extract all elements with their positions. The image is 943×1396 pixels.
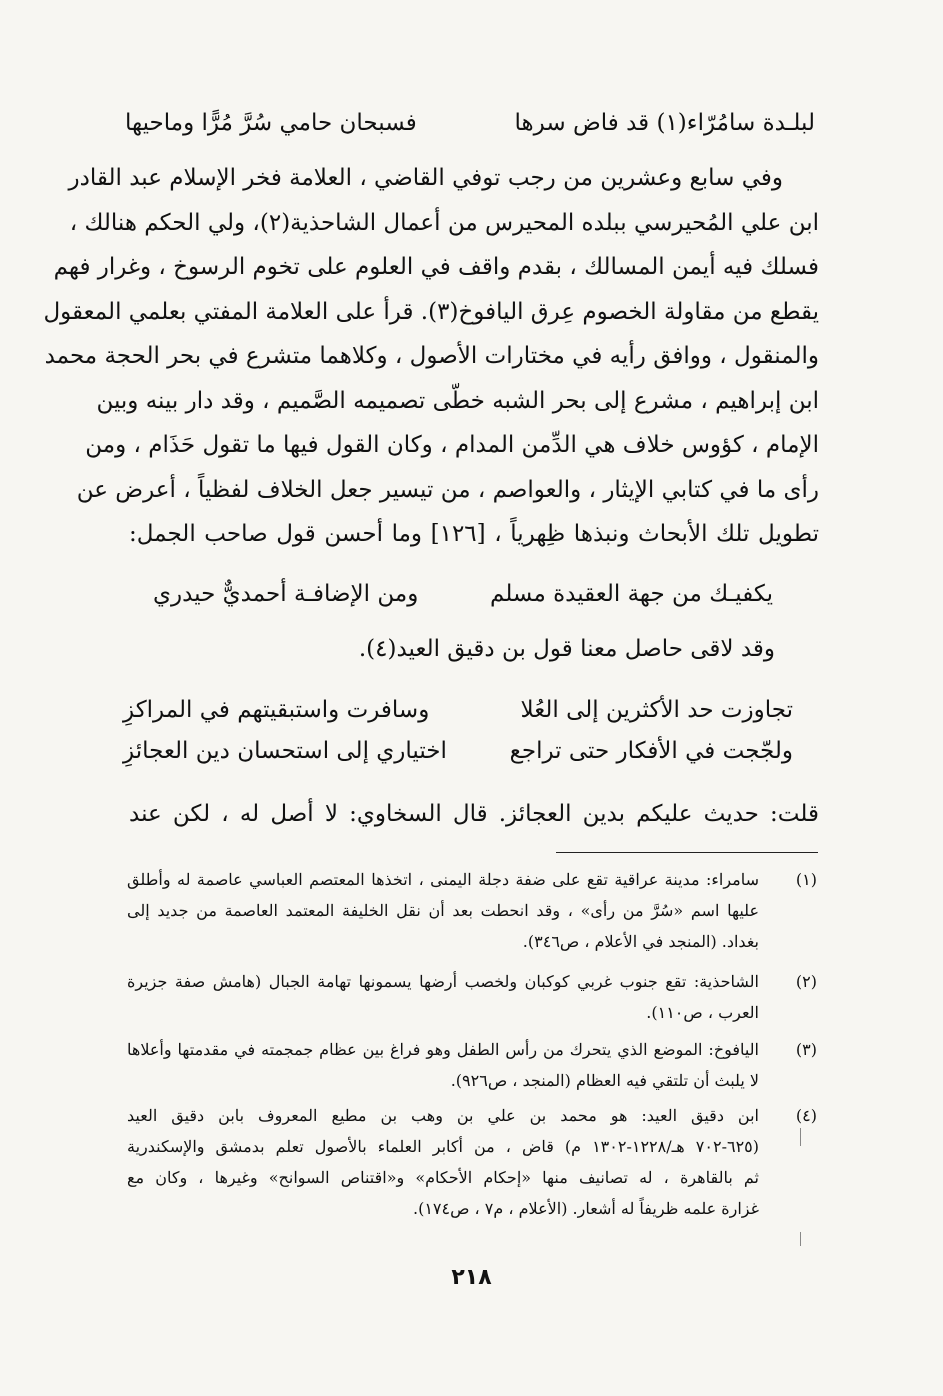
verse-3-2-first-hemistich: ولجّجت في الأفكار حتى تراجع xyxy=(509,738,793,764)
verse-3-line-1 xyxy=(123,688,793,732)
footnote-line: ابن دقيق العيد: هو محمد بن علي بن وهب بن مطيع المعروف بابن دقيق العيد xyxy=(127,1106,759,1125)
footnote-line: العرب ، ص١١٠). xyxy=(646,1003,759,1022)
footnote-line: غزارة علمه ظريفاً له أشعار. (الأعلام ، م٧ ، ص١٧٤). xyxy=(413,1199,759,1218)
paragraph-line: وفي سابع وعشرين من رجب توفي القاضي ، العلامة فخر الإسلام عبد القادر xyxy=(68,165,783,191)
paragraph-line: ابن علي المُحيرسي ببلده المحيرس من أعمال الشاحذية(٢)، ولي الحكم هنالك ، xyxy=(69,209,819,236)
footnote-3 xyxy=(127,1034,817,1096)
verse-1-second-hemistich: فسبحان حامي سُرَّ مُرًّا وماحيها xyxy=(125,110,417,136)
footnote-number: (١) xyxy=(795,870,817,889)
footnote-line: سامراء: مدينة عراقية تقع على ضفة دجلة اليمنى ، اتخذها المعتصم العباسي عاصمة له وأطلق xyxy=(127,870,759,889)
verse-1-first-hemistich: لبلـدة سامُرّاء(١) قد فاض سرها xyxy=(514,110,815,136)
scan-mark xyxy=(800,1128,805,1146)
footnote-number: (٣) xyxy=(795,1040,817,1059)
final-line xyxy=(129,792,819,837)
footnote-line: اليافوخ: الموضع الذي يتحرك من رأس الطفل وهو فراغ بين عظام جمجمته في مقدمتها وأعلاها xyxy=(127,1040,759,1059)
verse-3-1-second-hemistich: وسافرت واستبقيتهم في المراكزِ xyxy=(123,697,430,723)
paragraph-line: تطويل تلك الأبحاث ونبذها ظِهرياً ، [١٢٦] وما أحسن قول صاحب الجمل: xyxy=(129,521,819,547)
footnote-line: عليها اسم «سُرَّ من رأى» ، وقد انحطت بعد أن نقل الخليفة المعتمد العاصمة من جديد إلى xyxy=(127,901,759,920)
footnote-number: (٢) xyxy=(795,972,817,991)
verse-2 xyxy=(153,572,773,616)
verse-2-second-hemistich: ومن الإضافـة أحمديٌّ حيدري xyxy=(153,581,419,607)
scan-mark xyxy=(800,1232,805,1246)
paragraph-line: فسلك فيه أيمن المسالك ، بقدم واقف في العلوم على تخوم الرسوخ ، وغرار فهم xyxy=(53,254,819,280)
footnote-1 xyxy=(127,864,817,957)
footnote-separator xyxy=(556,852,818,853)
paragraph-line: رأى ما في كتابي الإيثار ، والعواصم ، من تيسير جعل الخلاف لفظياً ، أعرض عن xyxy=(76,476,819,503)
verse-3-line-2 xyxy=(123,729,793,773)
footnote-line: لا يلبث أن تلتقي فيه العظام (المنجد ، ص٩٢٦). xyxy=(450,1071,759,1090)
line-after-verse-2: وقد لاقى حاصل معنا قول بن دقيق العيد(٤). xyxy=(358,636,775,662)
footnote-4 xyxy=(127,1100,817,1224)
paragraph-line: قلت: حديث عليكم بدين العجائز. قال السخاوي: لا أصل له ، لكن عند xyxy=(129,801,819,827)
footnote-line: الشاحذية: تقع جنوب غربي كوكبان ولخصب أرضها يسمونها تهامة الجبال (هامش صفة جزيرة xyxy=(127,972,759,991)
paragraph-line: ابن إبراهيم ، مشرع إلى بحر الشبه خطّى تصميمه الصَّميم ، وقد دار بينه وبين xyxy=(96,387,819,414)
verse-1 xyxy=(125,101,815,145)
footnote-line: بغداد. (المنجد في الأعلام ، ص٣٤٦). xyxy=(522,932,759,951)
paragraph-main xyxy=(43,156,819,557)
paragraph-line: والمنقول ، ووافق رأيه في مختارات الأصول ، وكلاهما متشرع في بحر الحجة محمد xyxy=(44,343,819,369)
verse-3-2-second-hemistich: اختياري إلى استحسان دين العجائزِ xyxy=(123,738,447,764)
page-number: ٢١٨ xyxy=(451,1265,492,1290)
paragraph-line: الإمام ، كؤوس خلاف هي الدِّمن المدام ، وكان القول فيها ما تقول حَذَام ، ومن xyxy=(85,432,819,458)
verse-3-1-first-hemistich: تجاوزت حد الأكثرين إلى العُلا xyxy=(520,697,793,723)
footnote-line: (٦٢٥-٧٠٢ هـ/١٢٢٨-١٣٠٢ م) قاض ، من أكابر العلماء بالأصول تعلم بدمشق والإسكندرية xyxy=(127,1137,759,1156)
footnote-line: ثم بالقاهرة ، له تصانيف منها «إحكام الأحكام» و«اقتناص السوانح» وغيرها ، وكان مع xyxy=(127,1168,759,1187)
footnote-number: (٤) xyxy=(795,1106,817,1125)
footnote-2 xyxy=(127,966,817,1028)
verse-2-first-hemistich: يكفيـك من جهة العقيدة مسلم xyxy=(490,581,773,607)
paragraph-line: يقطع من مقاولة الخصوم عِرق اليافوخ(٣). قرأ على العلامة المفتي بعلمي المعقول xyxy=(43,298,819,325)
